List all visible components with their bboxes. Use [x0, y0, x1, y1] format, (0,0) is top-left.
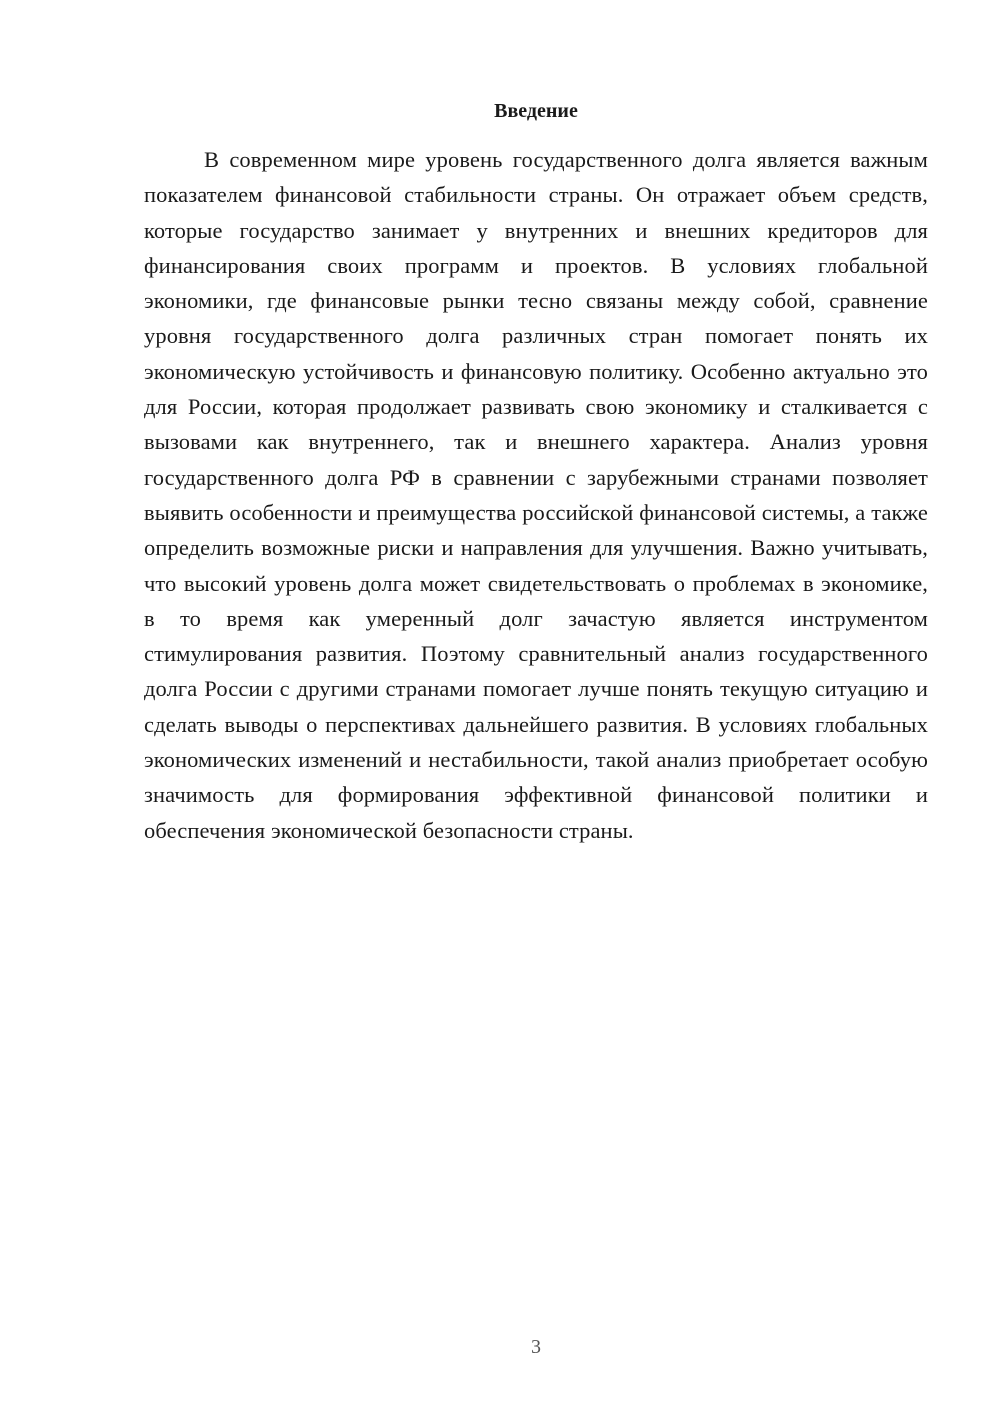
intro-paragraph: В современном мире уровень государственного долга является важным показателем финансовой стабильности страны. Он отражает объем средств, которые государство занимает у внутренних и внешних кредиторов для финансирования своих программ и проектов. В условиях глобальной экономики, где финансовые рынки тесно связаны между собой, сравнение уровня государственного долга различных стран помогает понять их экономическую устойчивость и финансовую политику. Особенно актуально это для России, которая продолжает развивать свою экономику и сталкивается с вызовами как внутреннего, так и внешнего характера. Анализ уровня государственного долга РФ в сравнении с зарубежными странами позволяет выявить особенности и преимущества российской финансовой системы, а также определить возможные риски и направления для улучшения. Важно учитывать, что высокий уровень долга может свидетельствовать о проблемах в экономике, в то время как умеренный долг зачастую является инструментом стимулирования развития. Поэтому сравнительный анализ государственного долга России с другими странами помогает лучше понять текущую ситуацию и сделать выводы о перспективах дальнейшего развития. В условиях глобальных экономических изменений и нестабильности, такой анализ приобретает особую значимость для формирования эффективной финансовой политики и обеспечения экономической безопасности страны. — [144, 147, 928, 843]
page-number: 3 — [531, 1336, 541, 1358]
section-heading: Введение — [494, 100, 578, 122]
